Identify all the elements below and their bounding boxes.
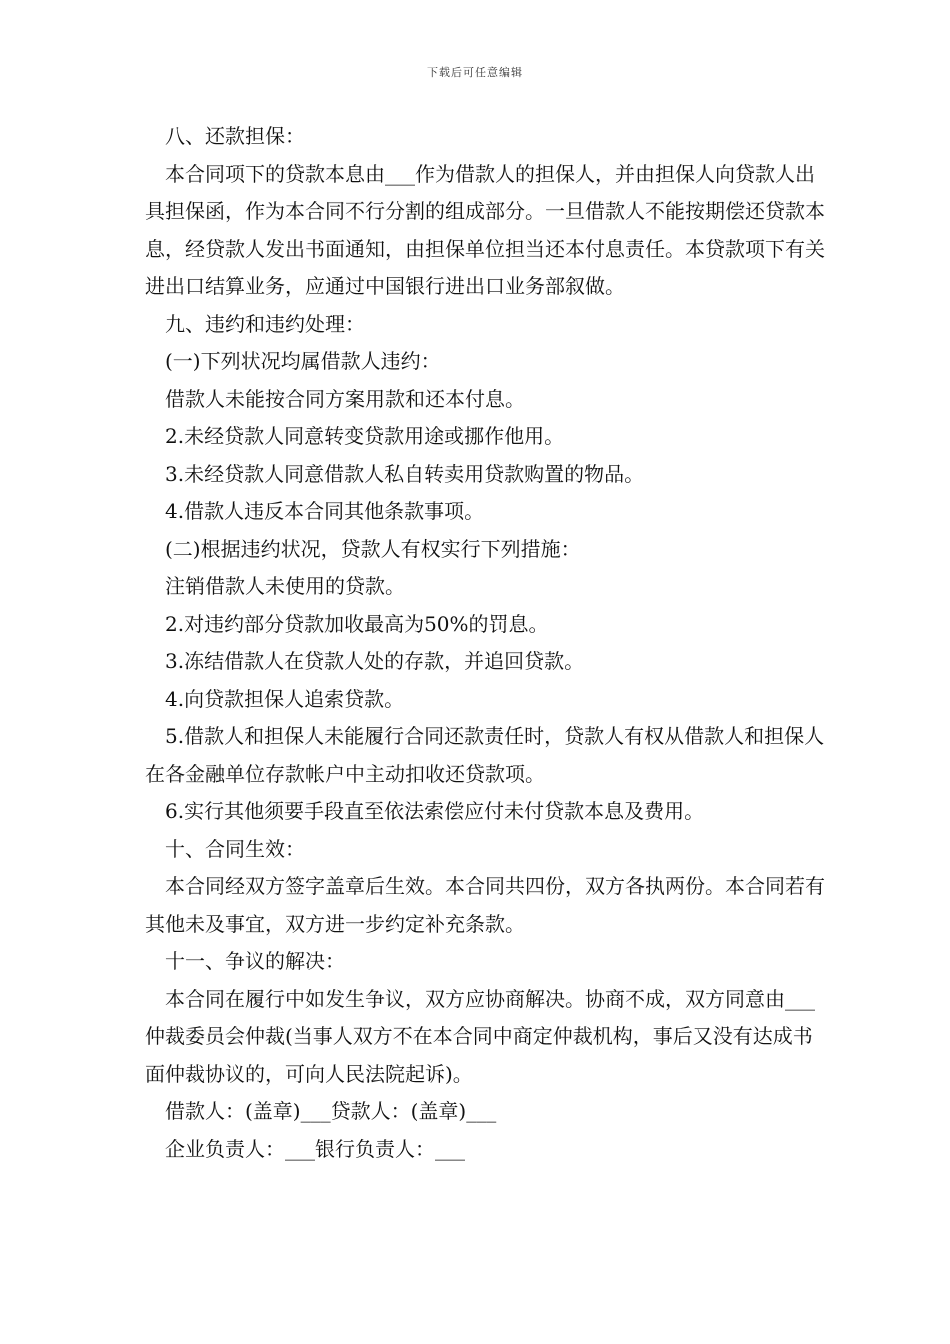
section-heading-8: 八、还款担保：: [165, 124, 305, 148]
list-item: 3.冻结借款人在贷款人处的存款，并追回贷款。: [165, 649, 585, 673]
list-item: 注销借款人未使用的贷款。: [165, 574, 405, 598]
subsection-heading-1: (一)下列状况均属借款人违约：: [165, 349, 441, 373]
page-header: 下载后可任意编辑: [427, 66, 523, 79]
list-item: 4.向贷款担保人追索贷款。: [165, 686, 405, 711]
list-item: 2.未经贷款人同意转变贷款用途或挪作他用。: [165, 424, 565, 448]
signature-line-2: 企业负责人：___银行负责人：___: [165, 1136, 465, 1161]
section-heading-11: 十一、争议的解决：: [165, 949, 345, 973]
list-item: 5.借款人和担保人未能履行合同还款责任时，贷款人有权从借款人和担保人在各金融单位存款帐户中主动扣收还贷款项。: [145, 724, 825, 786]
section-heading-10: 十、合同生效：: [165, 836, 305, 861]
paragraph-effect: 本合同经双方签字盖章后生效。本合同共四份，双方各执两份。本合同若有其他未及事宜，双方进一步约定补充条款。: [145, 874, 825, 936]
list-item: 借款人未能按合同方案用款和还本付息。: [165, 386, 525, 411]
list-item: 6.实行其他须要手段直至依法索偿应付未付贷款本息及费用。: [165, 799, 705, 823]
document-body: [145, 118, 825, 1168]
list-item: 3.未经贷款人同意借款人私自转卖用贷款购置的物品。: [165, 461, 645, 486]
signature-line-1: 借款人：(盖章)___贷款人：(盖章)___: [165, 1099, 497, 1123]
subsection-heading-2: (二)根据违约状况，贷款人有权实行下列措施：: [165, 536, 581, 561]
list-item: 2.对违约部分贷款加收最高为50%的罚息。: [165, 611, 549, 636]
paragraph-guarantee: 本合同项下的贷款本息由___作为借款人的担保人，并由担保人向贷款人出具担保函，作为本合同不行分割的组成部分。一旦借款人不能按期偿还贷款本息，经贷款人发出书面通知，由担保单位担当还本付息责任。本贷款项下有关进出口结算业务，应通过中国银行进出口业务部叙做。: [145, 161, 825, 298]
list-item: 4.借款人违反本合同其他条款事项。: [165, 499, 485, 523]
section-heading-9: 九、违约和违约处理：: [165, 311, 365, 336]
paragraph-dispute: 本合同在履行中如发生争议，双方应协商解决。协商不成，双方同意由___仲裁委员会仲裁(当事人双方不在本合同中商定仲裁机构，事后又没有达成书面仲裁协议的，可向人民法院起诉)。: [145, 986, 815, 1086]
